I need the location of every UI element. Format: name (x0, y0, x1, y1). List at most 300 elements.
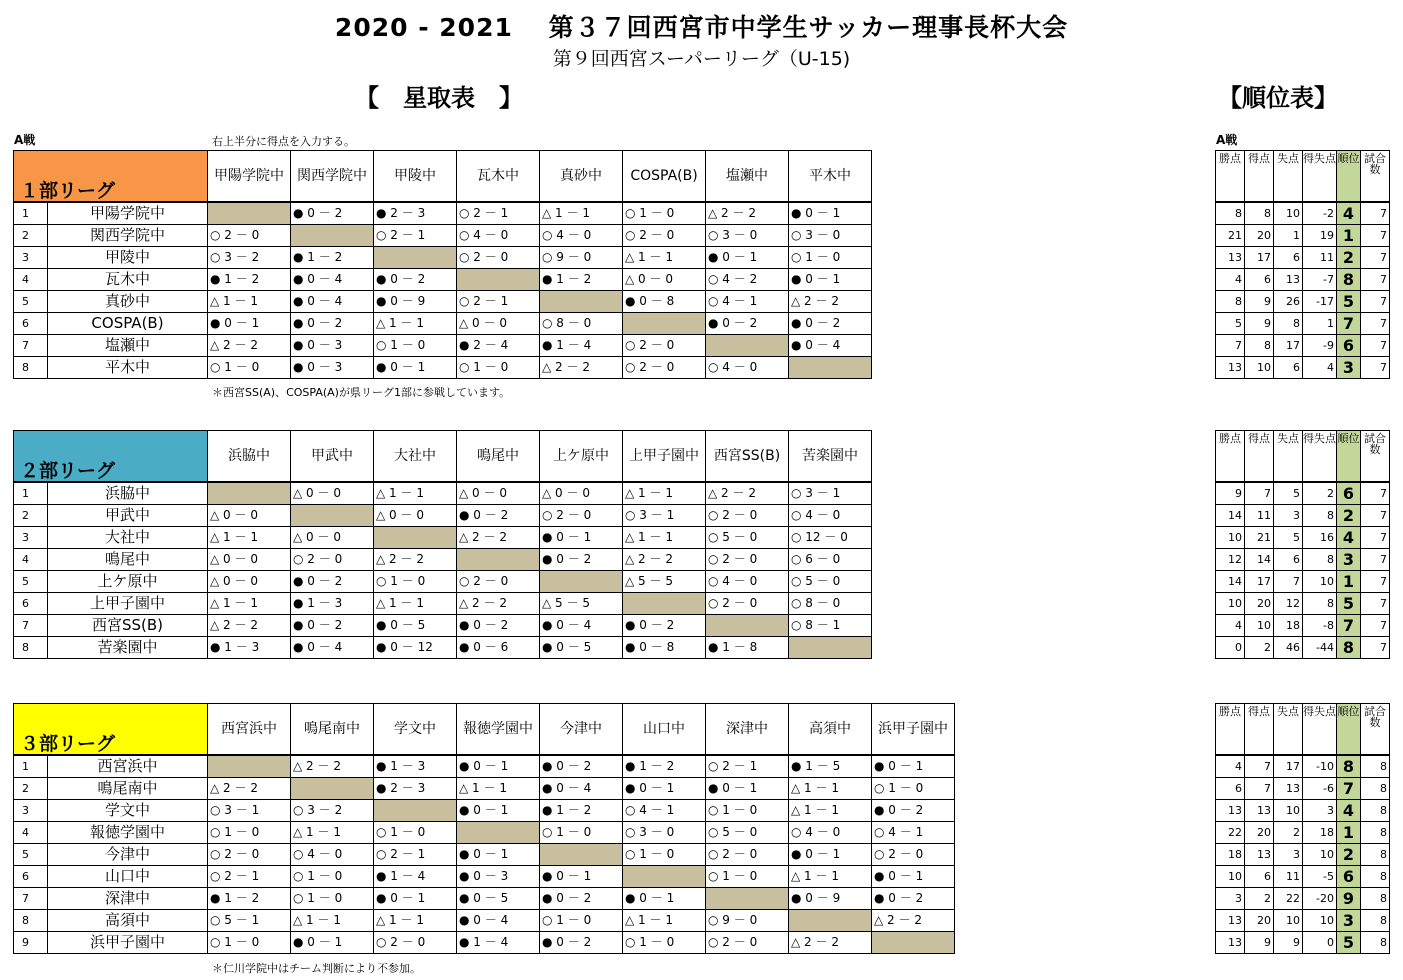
standings-value: 3 (1274, 844, 1303, 866)
row-team-name: 報徳学園中 (48, 822, 208, 844)
standings-value: 10 (1303, 571, 1337, 593)
standings-header: 順位 (1337, 704, 1361, 756)
match-result-cell: ● 0 － 3 (291, 357, 374, 379)
standings-value: 20 (1245, 225, 1274, 247)
standings-header: 失点 (1274, 151, 1303, 203)
standings-value: 11 (1245, 505, 1274, 527)
standings-value: -20 (1303, 888, 1337, 910)
table-row (14, 202, 872, 225)
row-number: 3 (14, 800, 48, 822)
match-result-cell[interactable]: ○ 3 － 0 (706, 225, 789, 247)
standings-value: -6 (1303, 778, 1337, 800)
match-result-cell[interactable]: ○ 1 － 0 (706, 866, 789, 888)
match-result-cell[interactable]: ● 0 － 1 (706, 247, 789, 269)
match-result-cell[interactable]: ● 0 － 2 (872, 888, 955, 910)
table-row (14, 247, 872, 269)
standings-value: 4 (1216, 269, 1245, 291)
match-result-cell[interactable]: △ 2 － 2 (872, 910, 955, 932)
match-result-cell: ○ 1 － 0 (540, 910, 623, 932)
column-team-header: 山口中 (623, 704, 706, 756)
match-result-cell: ○ 2 － 0 (706, 932, 789, 954)
match-result-cell[interactable]: ○ 2 － 0 (457, 247, 540, 269)
standings-value: 22 (1216, 822, 1245, 844)
table-row (14, 313, 872, 335)
standings-value: 10 (1216, 527, 1245, 549)
match-result-cell[interactable]: △ 0 － 0 (457, 482, 540, 505)
standings-value: 10 (1216, 866, 1245, 888)
standings-value: 13 (1245, 844, 1274, 866)
match-result-cell: ● 0 － 1 (623, 888, 706, 910)
standings-row (1216, 482, 1390, 505)
standings-value: 20 (1245, 822, 1274, 844)
self-match-cell (540, 571, 623, 593)
match-result-cell[interactable]: ○ 2 － 0 (623, 225, 706, 247)
match-result-cell[interactable]: ○ 4 － 0 (706, 571, 789, 593)
match-result-cell: ○ 2 － 1 (208, 866, 291, 888)
column-team-header: 瓦木中 (457, 151, 540, 203)
match-result-cell[interactable]: △ 2 － 2 (457, 527, 540, 549)
standings-row (1216, 505, 1390, 527)
self-match-cell (540, 291, 623, 313)
table-row (14, 778, 955, 800)
match-result-cell[interactable]: ● 0 － 8 (623, 291, 706, 313)
row-number: 1 (14, 482, 48, 505)
match-result-cell: ○ 1 － 0 (457, 357, 540, 379)
standings-row (1216, 571, 1390, 593)
standings-value: 7 (1245, 778, 1274, 800)
standings-table (1215, 430, 1390, 659)
standings-row (1216, 291, 1390, 313)
match-result-cell[interactable]: ○ 4 － 0 (540, 225, 623, 247)
match-result-cell[interactable]: ● 2 － 3 (374, 202, 457, 225)
match-result-cell: ● 0 － 2 (540, 888, 623, 910)
column-team-header: 西宮浜中 (208, 704, 291, 756)
table-row (14, 637, 872, 659)
standings-value: 7 (1361, 637, 1390, 659)
column-team-header: 苦楽園中 (789, 431, 872, 483)
match-result-cell[interactable]: ○ 2 － 0 (706, 549, 789, 571)
hoshitori-heading: 【 星取表 】 (355, 84, 523, 112)
self-match-cell (291, 778, 374, 800)
match-result-cell[interactable]: ● 1 － 5 (789, 755, 872, 778)
row-number: 4 (14, 822, 48, 844)
match-result-cell[interactable]: ● 1 － 2 (623, 755, 706, 778)
row-team-name: 山口中 (48, 866, 208, 888)
standings-heading: 【順位表】 (1218, 84, 1338, 112)
match-result-cell[interactable]: △ 0 － 0 (291, 482, 374, 505)
standings-value: 10 (1274, 202, 1303, 225)
match-result-cell[interactable]: ● 0 － 1 (789, 202, 872, 225)
table-row (14, 571, 872, 593)
column-team-header: 浜甲子園中 (872, 704, 955, 756)
match-result-cell[interactable]: ● 0 － 1 (457, 755, 540, 778)
self-match-cell (623, 593, 706, 615)
match-result-cell: ○ 2 － 0 (457, 571, 540, 593)
match-result-cell[interactable]: △ 1 － 1 (374, 482, 457, 505)
standings-header: 試合数 (1361, 431, 1390, 483)
standings-value: 5 (1274, 527, 1303, 549)
match-result-cell: ● 1 － 4 (457, 932, 540, 954)
standings-value: 7 (1361, 269, 1390, 291)
standings-value: 11 (1303, 247, 1337, 269)
standings-value: 8 (1245, 202, 1274, 225)
standings-value: 9 (1245, 932, 1274, 954)
rank-cell: 7 (1337, 313, 1361, 335)
match-result-cell[interactable]: ● 0 － 1 (872, 866, 955, 888)
match-result-cell[interactable]: ● 0 － 2 (540, 755, 623, 778)
standings-value: 13 (1216, 247, 1245, 269)
match-result-cell[interactable]: ○ 5 － 0 (706, 822, 789, 844)
match-result-cell: ● 1 － 2 (208, 269, 291, 291)
match-result-cell[interactable]: △ 2 － 2 (706, 202, 789, 225)
match-result-cell: ● 0 － 4 (540, 615, 623, 637)
column-team-header: 大社中 (374, 431, 457, 483)
standings-value: 8 (1216, 202, 1245, 225)
match-result-cell[interactable]: ● 1 － 3 (374, 755, 457, 778)
standings-row (1216, 755, 1390, 778)
standings-value: -44 (1303, 637, 1337, 659)
match-result-cell[interactable]: △ 2 － 2 (291, 755, 374, 778)
match-result-cell[interactable]: ● 0 － 2 (291, 202, 374, 225)
standings-header: 得失点 (1303, 704, 1337, 756)
match-result-cell[interactable]: ● 0 － 2 (872, 800, 955, 822)
rank-cell: 7 (1337, 778, 1361, 800)
match-result-cell[interactable]: ○ 2 － 0 (540, 505, 623, 527)
standings-value: 9 (1245, 291, 1274, 313)
standings-value: 13 (1216, 910, 1245, 932)
match-result-cell: ● 0 － 2 (623, 615, 706, 637)
match-result-cell[interactable]: △ 1 － 1 (789, 866, 872, 888)
match-result-cell: ● 0 － 5 (374, 615, 457, 637)
table-row (14, 269, 872, 291)
standings-value: 8 (1361, 866, 1390, 888)
rank-cell: 8 (1337, 637, 1361, 659)
standings-header: 順位 (1337, 151, 1361, 203)
standings-row (1216, 778, 1390, 800)
match-result-cell[interactable]: △ 0 － 0 (540, 482, 623, 505)
standings-header: 順位 (1337, 431, 1361, 483)
self-match-cell (706, 335, 789, 357)
standings-value: 22 (1274, 888, 1303, 910)
match-result-cell[interactable]: ● 0 － 2 (540, 549, 623, 571)
rank-cell: 5 (1337, 593, 1361, 615)
standings-value: 7 (1361, 615, 1390, 637)
standings-value: 10 (1274, 800, 1303, 822)
match-result-cell[interactable]: ○ 2 － 0 (872, 844, 955, 866)
standings-value: 14 (1245, 549, 1274, 571)
match-result-cell[interactable]: ○ 3 － 1 (789, 482, 872, 505)
standings-value: 7 (1361, 482, 1390, 505)
standings-header: 得失点 (1303, 151, 1337, 203)
standings-value: 3 (1274, 505, 1303, 527)
match-result-cell: ● 0 － 6 (457, 637, 540, 659)
match-result-cell: ● 1 － 8 (706, 637, 789, 659)
row-team-name: 深津中 (48, 888, 208, 910)
standings-value: 9 (1274, 932, 1303, 954)
rank-cell: 6 (1337, 866, 1361, 888)
rank-cell: 4 (1337, 202, 1361, 225)
match-result-cell: ○ 2 － 0 (374, 932, 457, 954)
match-result-cell[interactable]: △ 0 － 0 (374, 505, 457, 527)
standings-value: 8 (1303, 505, 1337, 527)
standings-value: 7 (1245, 755, 1274, 778)
match-result-cell[interactable]: ○ 2 － 1 (706, 755, 789, 778)
match-result-cell: ○ 9 － 0 (706, 910, 789, 932)
self-match-cell (457, 549, 540, 571)
standings-value: -9 (1303, 335, 1337, 357)
match-result-cell[interactable]: ○ 12 － 0 (789, 527, 872, 549)
standings-value: 7 (1361, 313, 1390, 335)
match-result-cell: ● 0 － 2 (291, 615, 374, 637)
match-result-cell[interactable]: ● 0 － 1 (789, 269, 872, 291)
row-team-name: COSPA(B) (48, 313, 208, 335)
match-result-cell: ● 0 － 1 (208, 313, 291, 335)
match-result-cell: △ 2 － 2 (374, 549, 457, 571)
match-result-cell[interactable]: ○ 1 － 0 (789, 247, 872, 269)
column-team-header: 今津中 (540, 704, 623, 756)
standings-row (1216, 910, 1390, 932)
row-number: 6 (14, 593, 48, 615)
row-number: 6 (14, 866, 48, 888)
match-result-cell[interactable]: ○ 1 － 0 (623, 844, 706, 866)
row-team-name: 大社中 (48, 527, 208, 549)
standings-header: 失点 (1274, 431, 1303, 483)
table-row (14, 822, 955, 844)
match-result-cell[interactable]: ○ 2 － 1 (457, 202, 540, 225)
match-result-cell[interactable]: ○ 9 － 0 (540, 247, 623, 269)
match-result-cell[interactable]: ○ 2 － 0 (706, 593, 789, 615)
rank-cell: 9 (1337, 888, 1361, 910)
match-result-cell[interactable]: ● 0 － 1 (789, 844, 872, 866)
standings-value: 6 (1274, 247, 1303, 269)
standings-value: 7 (1361, 527, 1390, 549)
match-result-cell[interactable]: ○ 8 － 0 (789, 593, 872, 615)
match-result-cell[interactable]: △ 1 － 1 (789, 800, 872, 822)
row-team-name: 西宮浜中 (48, 755, 208, 778)
match-result-cell[interactable]: ● 0 － 4 (540, 778, 623, 800)
match-result-cell[interactable]: △ 1 － 1 (457, 778, 540, 800)
standings-value: 2 (1303, 482, 1337, 505)
standings-value: 1 (1303, 313, 1337, 335)
match-result-cell[interactable]: △ 1 － 1 (789, 778, 872, 800)
match-result-cell: ○ 1 － 0 (208, 822, 291, 844)
column-team-header: 学文中 (374, 704, 457, 756)
standings-row (1216, 888, 1390, 910)
row-team-name: 上甲子園中 (48, 593, 208, 615)
match-result-cell[interactable]: ○ 2 － 0 (706, 505, 789, 527)
match-result-cell[interactable]: ○ 2 － 0 (706, 844, 789, 866)
row-team-name: 学文中 (48, 800, 208, 822)
match-result-cell[interactable]: ● 2 － 3 (374, 778, 457, 800)
rank-cell: 3 (1337, 910, 1361, 932)
rank-cell: 1 (1337, 571, 1361, 593)
standings-value: 7 (1361, 335, 1390, 357)
match-result-cell[interactable]: ○ 3 － 0 (789, 225, 872, 247)
standings-value: 17 (1245, 247, 1274, 269)
standings-value: 13 (1216, 357, 1245, 379)
match-result-cell: ● 0 － 3 (457, 866, 540, 888)
standings-value: 19 (1303, 225, 1337, 247)
standings-header: 得点 (1245, 151, 1274, 203)
standings-value: 5 (1216, 313, 1245, 335)
league-grid (13, 430, 872, 659)
match-result-cell[interactable]: ○ 5 － 0 (706, 527, 789, 549)
standings-value: 10 (1245, 357, 1274, 379)
row-team-name: 今津中 (48, 844, 208, 866)
match-result-cell: ○ 2 － 0 (623, 335, 706, 357)
match-result-cell[interactable]: ○ 1 － 0 (872, 778, 955, 800)
table-row (14, 615, 872, 637)
row-team-name: 高須中 (48, 910, 208, 932)
row-number: 2 (14, 505, 48, 527)
self-match-cell (374, 800, 457, 822)
standings-value: 8 (1361, 932, 1390, 954)
standings-value: 21 (1245, 527, 1274, 549)
match-result-cell[interactable]: ○ 4 － 1 (706, 291, 789, 313)
standings-row (1216, 637, 1390, 659)
match-result-cell: ● 0 － 2 (374, 269, 457, 291)
standings-value: 2 (1245, 888, 1274, 910)
match-result-cell[interactable]: △ 1 － 1 (623, 527, 706, 549)
column-team-header: 浜脇中 (208, 431, 291, 483)
standings-value: 4 (1216, 755, 1245, 778)
self-match-cell (789, 357, 872, 379)
match-result-cell[interactable]: ● 1 － 2 (540, 800, 623, 822)
match-result-cell[interactable]: ○ 1 － 0 (623, 202, 706, 225)
match-result-cell[interactable]: △ 1 － 1 (623, 247, 706, 269)
match-result-cell: ○ 1 － 0 (208, 357, 291, 379)
match-result-cell[interactable]: ○ 4 － 1 (872, 822, 955, 844)
standings-value: 16 (1303, 527, 1337, 549)
match-result-cell[interactable]: △ 1 － 1 (540, 202, 623, 225)
match-result-cell[interactable]: ● 0 － 2 (457, 505, 540, 527)
match-result-cell[interactable]: ● 0 － 1 (706, 778, 789, 800)
match-result-cell[interactable]: △ 5 － 5 (623, 571, 706, 593)
league-name: １部リーグ (14, 151, 208, 203)
standings-value: 12 (1216, 549, 1245, 571)
standings-value: 0 (1303, 932, 1337, 954)
standings-value: 5 (1274, 482, 1303, 505)
match-result-cell[interactable]: ● 0 － 2 (789, 313, 872, 335)
match-result-cell: ● 0 － 9 (374, 291, 457, 313)
match-result-cell: ● 0 － 2 (540, 932, 623, 954)
standings-value: 12 (1274, 593, 1303, 615)
column-team-header: 鳴尾南中 (291, 704, 374, 756)
match-result-cell: △ 1 － 1 (208, 593, 291, 615)
column-team-header: 上ケ原中 (540, 431, 623, 483)
match-result-cell[interactable]: ○ 8 － 1 (789, 615, 872, 637)
league-name: ３部リーグ (14, 704, 208, 756)
row-team-name: 甲陵中 (48, 247, 208, 269)
match-result-cell[interactable]: ● 0 － 1 (623, 778, 706, 800)
row-team-name: 苦楽園中 (48, 637, 208, 659)
standings-value: 13 (1245, 800, 1274, 822)
standings-header: 得点 (1245, 431, 1274, 483)
match-result-cell: ○ 3 － 1 (208, 800, 291, 822)
row-team-name: 塩瀬中 (48, 335, 208, 357)
rank-cell: 3 (1337, 357, 1361, 379)
match-result-cell[interactable]: ○ 3 － 1 (623, 505, 706, 527)
match-result-cell[interactable]: △ 2 － 2 (706, 482, 789, 505)
match-result-cell[interactable]: ● 1 － 2 (540, 269, 623, 291)
row-number: 2 (14, 778, 48, 800)
standings-value: -8 (1303, 615, 1337, 637)
match-result-cell[interactable]: ○ 2 － 1 (374, 225, 457, 247)
match-result-cell[interactable]: ○ 4 － 0 (789, 822, 872, 844)
match-result-cell[interactable]: ○ 4 － 0 (457, 225, 540, 247)
match-result-cell: △ 2 － 2 (457, 593, 540, 615)
match-result-cell: ● 0 － 1 (291, 932, 374, 954)
match-result-cell: ○ 2 － 0 (623, 357, 706, 379)
match-result-cell: ● 0 － 2 (457, 615, 540, 637)
match-result-cell[interactable]: ○ 6 － 0 (789, 549, 872, 571)
match-result-cell[interactable]: △ 2 － 2 (789, 291, 872, 313)
match-result-cell[interactable]: ○ 4 － 2 (706, 269, 789, 291)
match-result-cell[interactable]: △ 1 － 1 (623, 482, 706, 505)
standings-value: 3 (1303, 800, 1337, 822)
standings-header: 失点 (1274, 704, 1303, 756)
standings-value: 13 (1274, 778, 1303, 800)
match-result-cell[interactable]: ○ 1 － 0 (706, 800, 789, 822)
match-result-cell[interactable]: △ 2 － 2 (623, 549, 706, 571)
table-row (14, 866, 955, 888)
match-result-cell[interactable]: ● 0 － 1 (540, 527, 623, 549)
match-result-cell[interactable]: ○ 5 － 0 (789, 571, 872, 593)
match-result-cell: ○ 1 － 0 (291, 866, 374, 888)
match-result-cell: ○ 2 － 0 (291, 549, 374, 571)
row-team-name: 甲陽学院中 (48, 202, 208, 225)
standings-value: 17 (1245, 571, 1274, 593)
match-result-cell: ● 0 － 1 (374, 357, 457, 379)
match-result-cell: △ 0 － 0 (208, 571, 291, 593)
match-result-cell[interactable]: △ 0 － 0 (623, 269, 706, 291)
table-row (14, 335, 872, 357)
standings-value: 20 (1245, 910, 1274, 932)
standings-value: -10 (1303, 755, 1337, 778)
match-result-cell[interactable]: ● 0 － 2 (706, 313, 789, 335)
match-result-cell: △ 1 － 1 (208, 291, 291, 313)
match-result-cell[interactable]: ○ 1 － 0 (540, 822, 623, 844)
rank-cell: 8 (1337, 755, 1361, 778)
table-row (14, 527, 872, 549)
standings-value: 8 (1361, 778, 1390, 800)
table-row (14, 549, 872, 571)
self-match-cell (291, 225, 374, 247)
match-result-cell: ● 1 － 3 (291, 593, 374, 615)
standings-row (1216, 335, 1390, 357)
standings-value: 6 (1274, 357, 1303, 379)
match-result-cell[interactable]: ○ 4 － 1 (623, 800, 706, 822)
match-result-cell[interactable]: ○ 4 － 0 (789, 505, 872, 527)
row-number: 8 (14, 357, 48, 379)
match-result-cell: ○ 2 － 0 (208, 844, 291, 866)
match-result-cell[interactable]: ● 0 － 9 (789, 888, 872, 910)
self-match-cell (623, 866, 706, 888)
standings-value: 7 (1274, 571, 1303, 593)
rank-cell: 7 (1337, 615, 1361, 637)
match-result-cell: ○ 8 － 0 (540, 313, 623, 335)
match-result-cell[interactable]: ● 0 － 1 (457, 800, 540, 822)
match-result-cell[interactable]: ○ 3 － 0 (623, 822, 706, 844)
match-result-cell: △ 1 － 1 (374, 313, 457, 335)
match-result-cell: △ 1 － 1 (374, 593, 457, 615)
standings-header: 勝点 (1216, 704, 1245, 756)
row-team-name: 関西学院中 (48, 225, 208, 247)
match-result-cell[interactable]: ● 0 － 1 (872, 755, 955, 778)
standings-row (1216, 269, 1390, 291)
match-result-cell[interactable]: ● 0 － 4 (789, 335, 872, 357)
standings-a-sen-label: A戦 (1216, 133, 1238, 147)
